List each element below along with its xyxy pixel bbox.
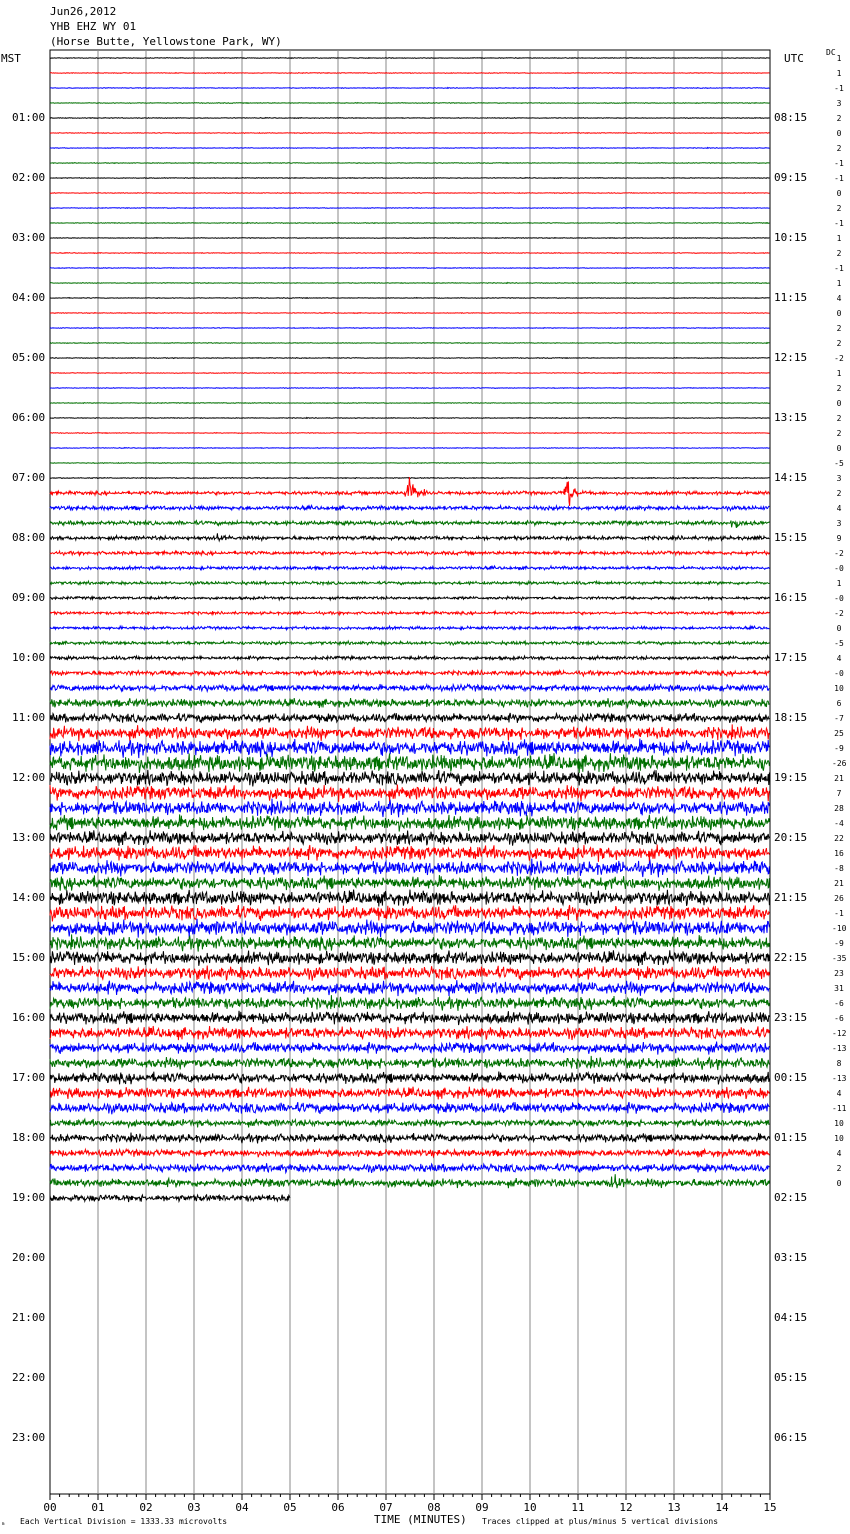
x-tick-label: 07	[379, 1501, 393, 1514]
dc-offset-value: 2	[836, 144, 842, 153]
dc-offset-value: 2	[836, 249, 842, 258]
trace-54	[50, 845, 769, 862]
utc-hour-label: 08:15	[774, 111, 808, 124]
mst-hour-label: 11:00	[12, 711, 46, 724]
trace-17	[50, 298, 769, 299]
mst-hour-label: 18:00	[12, 1131, 46, 1144]
dc-offset-value: -5	[834, 639, 844, 648]
scale-note: Each Vertical Division = 1333.33 microvolts	[20, 1517, 228, 1526]
dc-offset-value: 22	[834, 834, 844, 843]
x-tick-label: 13	[667, 1501, 681, 1514]
dc-offset-value: -7	[834, 714, 844, 723]
dc-offset-value: -12	[832, 1029, 847, 1038]
utc-hour-label: 00:15	[774, 1071, 808, 1084]
dc-offset-value: 10	[834, 684, 844, 693]
mst-hour-label: 19:00	[12, 1191, 46, 1204]
mst-hour-label: 07:00	[12, 471, 46, 484]
dc-offset-value: 25	[834, 729, 844, 738]
x-tick-label: 01	[91, 1501, 105, 1514]
mst-hour-label: 17:00	[12, 1071, 46, 1084]
trace-61	[50, 950, 769, 966]
mst-hour-label: 02:00	[12, 171, 46, 184]
trace-72	[50, 1119, 769, 1128]
dc-offset-value: 9	[836, 534, 842, 543]
utc-hour-label: 16:15	[774, 591, 808, 604]
trace-12	[50, 223, 769, 224]
dc-offset-value: 2	[836, 324, 842, 333]
dc-offset-value: 7	[836, 789, 842, 798]
trace-9	[50, 178, 769, 179]
trace-67	[50, 1042, 769, 1055]
trace-34	[50, 551, 769, 556]
dc-offset-value: -2	[834, 549, 844, 558]
dc-offset-value: -1	[834, 174, 844, 183]
trace-26	[50, 433, 769, 434]
mst-hour-label: 14:00	[12, 891, 46, 904]
mst-hour-label: 13:00	[12, 831, 46, 844]
utc-hour-label: 21:15	[774, 891, 808, 904]
x-tick-label: 15	[763, 1501, 777, 1514]
dc-offset-value: 23	[834, 969, 844, 978]
trace-64	[50, 995, 769, 1011]
dc-offset-value: 4	[836, 294, 842, 303]
trace-19	[50, 328, 769, 329]
footer-mark: ₘ	[1, 1519, 6, 1527]
trace-14	[50, 253, 769, 254]
mst-hour-label: 01:00	[12, 111, 46, 124]
trace-70	[50, 1087, 769, 1100]
mst-hour-label: 03:00	[12, 231, 46, 244]
dc-offset-value: -1	[834, 219, 844, 228]
trace-60	[50, 934, 769, 951]
trace-28	[50, 463, 769, 464]
trace-13	[50, 238, 769, 239]
dc-offset-value: 31	[834, 984, 844, 993]
dc-offset-value: 6	[836, 699, 842, 708]
x-tick-label: 02	[139, 1501, 153, 1514]
trace-36	[50, 581, 769, 585]
mst-hour-label: 22:00	[12, 1371, 46, 1384]
dc-header: DC	[826, 48, 836, 57]
mst-hour-label: 06:00	[12, 411, 46, 424]
dc-offset-value: -2	[834, 609, 844, 618]
dc-offset-value: 0	[836, 189, 842, 198]
utc-hour-label: 10:15	[774, 231, 808, 244]
x-tick-label: 00	[43, 1501, 57, 1514]
x-tick-label: 03	[187, 1501, 201, 1514]
trace-18	[50, 313, 769, 314]
dc-offset-value: 1	[836, 369, 842, 378]
trace-46	[50, 724, 769, 741]
trace-73	[50, 1133, 769, 1144]
utc-hour-label: 09:15	[774, 171, 808, 184]
dc-offset-value: 2	[836, 204, 842, 213]
trace-52	[50, 814, 769, 831]
utc-hour-label: 18:15	[774, 711, 808, 724]
trace-57	[50, 890, 769, 907]
dc-offset-value: -26	[832, 759, 847, 768]
trace-4	[50, 103, 769, 104]
dc-offset-value: -8	[834, 864, 844, 873]
trace-63	[50, 980, 769, 996]
dc-offset-value: 10	[834, 1134, 844, 1143]
utc-hour-label: 02:15	[774, 1191, 808, 1204]
dc-offset-value: 4	[836, 1089, 842, 1098]
trace-8	[50, 163, 769, 164]
dc-offset-value: -4	[834, 819, 844, 828]
mst-hour-label: 15:00	[12, 951, 46, 964]
dc-offset-value: 2	[836, 384, 842, 393]
dc-offset-value: 21	[834, 879, 844, 888]
utc-hour-label: 01:15	[774, 1131, 808, 1144]
trace-77	[50, 1195, 290, 1203]
utc-hour-label: 05:15	[774, 1371, 808, 1384]
dc-offset-value: 1	[836, 54, 842, 63]
mst-hour-label: 10:00	[12, 651, 46, 664]
trace-15	[50, 268, 769, 269]
trace-37	[50, 596, 769, 600]
trace-47	[50, 739, 769, 759]
utc-hour-label: 20:15	[774, 831, 808, 844]
trace-56	[50, 875, 769, 891]
x-tick-label: 05	[283, 1501, 297, 1514]
mst-hour-label: 12:00	[12, 771, 46, 784]
mst-hour-label: 05:00	[12, 351, 46, 364]
trace-71	[50, 1102, 769, 1114]
x-tick-label: 04	[235, 1501, 249, 1514]
trace-51	[50, 799, 769, 818]
mst-hour-label: 23:00	[12, 1431, 46, 1444]
trace-5	[50, 118, 769, 119]
trace-53	[50, 830, 769, 846]
dc-offset-value: -1	[834, 159, 844, 168]
chart-date: Jun26,2012	[50, 5, 117, 18]
dc-offset-value: 4	[836, 1149, 842, 1158]
utc-hour-label: 04:15	[774, 1311, 808, 1324]
dc-offset-value: 1	[836, 579, 842, 588]
dc-offset-value: -13	[832, 1044, 847, 1053]
trace-50	[50, 785, 769, 802]
station-code: YHB EHZ WY 01	[50, 20, 137, 33]
clip-note: Traces clipped at plus/minus 5 vertical divisions	[482, 1517, 719, 1526]
utc-hour-label: 06:15	[774, 1431, 808, 1444]
trace-69	[50, 1072, 769, 1085]
trace-3	[50, 88, 769, 89]
mst-label: MST	[1, 52, 21, 65]
trace-66	[50, 1026, 769, 1040]
dc-offset-value: 0	[836, 129, 842, 138]
mst-hour-label: 21:00	[12, 1311, 46, 1324]
dc-offset-value: 0	[836, 624, 842, 633]
dc-offset-value: 0	[836, 309, 842, 318]
trace-44	[50, 698, 769, 708]
trace-62	[50, 966, 769, 981]
trace-2	[50, 73, 769, 74]
dc-offset-value: 0	[836, 444, 842, 453]
trace-39	[50, 626, 769, 630]
utc-hour-label: 15:15	[774, 531, 808, 544]
dc-offset-value: 3	[836, 519, 842, 528]
trace-49	[50, 770, 769, 787]
trace-10	[50, 193, 769, 194]
trace-48	[50, 753, 769, 773]
trace-59	[50, 919, 769, 938]
plot-frame	[50, 50, 770, 1494]
mst-hour-label: 20:00	[12, 1251, 46, 1264]
trace-11	[50, 208, 769, 209]
utc-hour-label: 03:15	[774, 1251, 808, 1264]
dc-offset-value: 1	[836, 234, 842, 243]
trace-24	[50, 403, 769, 404]
dc-offset-value: -10	[832, 924, 847, 933]
dc-offset-value: 3	[836, 99, 842, 108]
trace-74	[50, 1149, 769, 1158]
dc-offset-value: 1	[836, 279, 842, 288]
trace-23	[50, 388, 769, 389]
dc-offset-value: 8	[836, 1059, 842, 1068]
dc-offset-value: 28	[834, 804, 844, 813]
mst-hour-label: 04:00	[12, 291, 46, 304]
dc-offset-value: 2	[836, 339, 842, 348]
dc-offset-value: -1	[834, 84, 844, 93]
utc-hour-label: 22:15	[774, 951, 808, 964]
trace-45	[50, 713, 769, 723]
utc-hour-label: 13:15	[774, 411, 808, 424]
dc-offset-value: 3	[836, 474, 842, 483]
dc-offset-value: 0	[836, 399, 842, 408]
trace-6	[50, 133, 769, 134]
x-tick-label: 06	[331, 1501, 345, 1514]
trace-40	[50, 641, 769, 645]
dc-offset-value: -13	[832, 1074, 847, 1083]
dc-offset-value: 16	[834, 849, 844, 858]
station-location: (Horse Butte, Yellowstone Park, WY)	[50, 35, 282, 48]
trace-55	[50, 859, 769, 878]
trace-7	[50, 148, 769, 149]
trace-32	[50, 521, 769, 528]
utc-hour-label: 23:15	[774, 1011, 808, 1024]
dc-offset-value: 0	[836, 1179, 842, 1188]
trace-65	[50, 1011, 769, 1025]
trace-25	[50, 418, 769, 419]
trace-38	[50, 611, 769, 615]
dc-offset-value: -0	[834, 594, 844, 603]
utc-label: UTC	[784, 52, 804, 65]
trace-30	[50, 477, 769, 506]
x-tick-label: 09	[475, 1501, 489, 1514]
x-axis-title: TIME (MINUTES)	[374, 1513, 467, 1526]
dc-offset-value: 10	[834, 1119, 844, 1128]
x-tick-label: 14	[715, 1501, 729, 1514]
dc-offset-value: -6	[834, 999, 844, 1008]
dc-offset-value: 4	[836, 654, 842, 663]
trace-35	[50, 566, 769, 570]
mst-hour-label: 09:00	[12, 591, 46, 604]
dc-offset-value: -6	[834, 1014, 844, 1023]
dc-offset-value: -11	[832, 1104, 847, 1113]
dc-offset-value: -35	[832, 954, 847, 963]
trace-33	[50, 533, 769, 540]
trace-76	[50, 1174, 769, 1188]
trace-22	[50, 373, 769, 374]
utc-hour-label: 11:15	[774, 291, 808, 304]
trace-75	[50, 1163, 769, 1173]
dc-offset-value: 26	[834, 894, 844, 903]
dc-offset-value: -9	[834, 939, 844, 948]
x-tick-label: 08	[427, 1501, 441, 1514]
trace-31	[50, 506, 769, 511]
dc-offset-value: 21	[834, 774, 844, 783]
dc-offset-value: -1	[834, 264, 844, 273]
dc-offset-value: -5	[834, 459, 844, 468]
dc-offset-value: -9	[834, 744, 844, 753]
trace-20	[50, 343, 769, 344]
dc-offset-value: 2	[836, 114, 842, 123]
trace-16	[50, 283, 769, 284]
dc-offset-value: -2	[834, 354, 844, 363]
x-tick-label: 10	[523, 1501, 537, 1514]
utc-hour-label: 14:15	[774, 471, 808, 484]
utc-hour-label: 19:15	[774, 771, 808, 784]
dc-offset-value: 2	[836, 429, 842, 438]
trace-1	[50, 58, 769, 59]
dc-offset-value: -0	[834, 669, 844, 678]
trace-58	[50, 905, 769, 921]
dc-offset-value: 2	[836, 1164, 842, 1173]
dc-offset-value: -1	[834, 909, 844, 918]
dc-offset-value: -0	[834, 564, 844, 573]
trace-27	[50, 448, 769, 449]
dc-offset-value: 2	[836, 414, 842, 423]
trace-42	[50, 670, 769, 676]
trace-41	[50, 656, 769, 660]
dc-offset-value: 1	[836, 69, 842, 78]
mst-hour-label: 08:00	[12, 531, 46, 544]
utc-hour-label: 12:15	[774, 351, 808, 364]
x-tick-label: 12	[619, 1501, 633, 1514]
trace-21	[50, 358, 769, 359]
dc-offset-value: 4	[836, 504, 842, 513]
dc-offset-value: 2	[836, 489, 842, 498]
utc-hour-label: 17:15	[774, 651, 808, 664]
trace-43	[50, 684, 769, 692]
trace-68	[50, 1056, 769, 1070]
mst-hour-label: 16:00	[12, 1011, 46, 1024]
x-tick-label: 11	[571, 1501, 585, 1514]
